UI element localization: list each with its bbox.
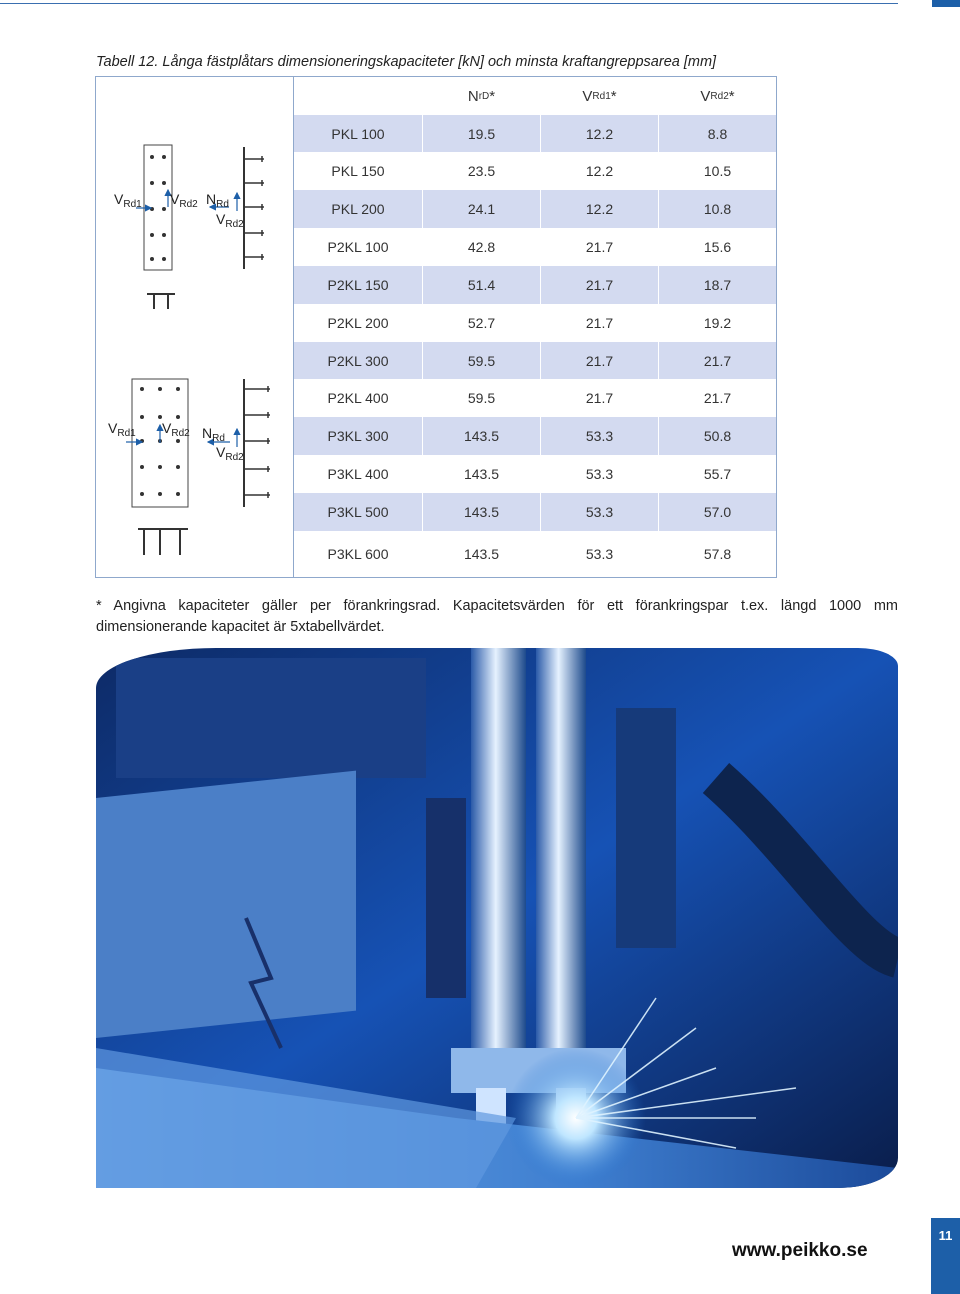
row-vrd1: 21.7: [540, 379, 658, 417]
row-vrd1: 21.7: [540, 304, 658, 342]
row-name: P3KL 300: [327, 428, 389, 444]
row-name: PKL 200: [331, 201, 385, 217]
diagram2-vrd2-label: $V_{Rd2}$: [162, 420, 190, 439]
row-name: P3KL 600: [327, 546, 389, 562]
row-name: PKL 100: [331, 125, 385, 142]
row-name: P2KL 150: [327, 277, 389, 293]
row-vrd2: 8.8: [658, 115, 776, 152]
row-vrd1: 53.3: [540, 417, 658, 455]
table-row: [294, 342, 776, 379]
row-nrd: 23.5: [422, 152, 540, 190]
table-row: [294, 455, 776, 493]
table-row: [294, 190, 776, 228]
row-vrd1: 53.3: [540, 531, 658, 577]
row-vrd1: 12.2: [540, 115, 658, 152]
row-vrd1: 12.2: [540, 190, 658, 228]
row-vrd2: 57.8: [658, 531, 776, 577]
row-vrd1: 53.3: [540, 455, 658, 493]
row-name: P2KL 300: [327, 352, 389, 369]
diagram-two-anchor-plate: [136, 145, 264, 309]
row-nrd: 59.5: [422, 342, 540, 379]
row-name: P2KL 100: [327, 239, 389, 255]
row-vrd2: 19.2: [658, 304, 776, 342]
row-vrd2: 10.8: [658, 190, 776, 228]
top-corner-block: [932, 0, 960, 7]
row-vrd1: 21.7: [540, 266, 658, 304]
row-vrd1: 53.3: [540, 493, 658, 531]
page-number: 11: [931, 1218, 960, 1294]
row-nrd: 52.7: [422, 304, 540, 342]
header-name-cell: [294, 77, 422, 115]
row-vrd2: 50.8: [658, 417, 776, 455]
row-vrd1: 21.7: [540, 228, 658, 266]
row-nrd: 143.5: [422, 531, 540, 577]
diagram-column: [96, 77, 294, 577]
table-row: [294, 152, 776, 190]
row-name: P3KL 400: [327, 466, 389, 482]
diagram1-vrd2-label: $V_{Rd2}$: [170, 191, 198, 210]
row-name: P2KL 200: [327, 315, 389, 331]
row-vrd2: 57.0: [658, 493, 776, 531]
table-row: [294, 115, 776, 152]
row-nrd: 51.4: [422, 266, 540, 304]
row-vrd1: 12.2: [540, 152, 658, 190]
welding-photo-illustration: [96, 648, 898, 1188]
table-row: [294, 228, 776, 266]
website-url[interactable]: www.peikko.se: [732, 1240, 868, 1261]
table-footnote: * Angivna kapaciteter gäller per förankringsrad. Kapacitetsvärden för ett förankringspar t.ex. längd 1000 mm dimensionerande kapacitet är 5xtabellvärdet.: [96, 598, 898, 635]
row-vrd2: 18.7: [658, 266, 776, 304]
table-row: [294, 304, 776, 342]
row-name: P2KL 400: [327, 390, 389, 406]
diagram1-nrd-label: $N_{Rd}$: [206, 191, 229, 210]
table-caption: Tabell 12. Långa fästplåtars dimensioneringskapaciteter [kN] och minsta kraftangreppsarea [mm]: [96, 54, 717, 70]
table-header-row: [294, 77, 776, 115]
row-name: P3KL 500: [327, 504, 389, 520]
row-vrd2: 21.7: [658, 342, 776, 379]
table-row: [294, 493, 776, 531]
diagram2-nrd-label: $N_{Rd}$: [202, 425, 225, 444]
top-rule: [0, 3, 898, 4]
header-nrd: N rD *: [422, 77, 540, 115]
table-row: [294, 379, 776, 417]
row-nrd: 24.1: [422, 190, 540, 228]
header-vrd1: V Rd1 *: [540, 77, 658, 115]
diagram2-vrd2-side-label: $V_{Rd2}$: [216, 444, 244, 463]
row-vrd2: 21.7: [658, 379, 776, 417]
row-vrd1: 21.7: [540, 342, 658, 379]
row-nrd: 143.5: [422, 417, 540, 455]
row-nrd: 143.5: [422, 493, 540, 531]
diagram1-vrd1-label: $V_{Rd1}$: [114, 191, 142, 210]
table-row: [294, 417, 776, 455]
header-vrd2: V Rd2 *: [658, 77, 776, 115]
table-row: [294, 266, 776, 304]
row-vrd2: 55.7: [658, 455, 776, 493]
table-row: [294, 531, 776, 577]
row-nrd: 42.8: [422, 228, 540, 266]
diagram1-vrd2-side-label: $V_{Rd2}$: [216, 211, 244, 230]
row-vrd2: 10.5: [658, 152, 776, 190]
welding-photo: [96, 648, 898, 1188]
diagram2-vrd1-label: $V_{Rd1}$: [108, 420, 136, 439]
anchor-plate-diagrams: [96, 77, 293, 577]
row-nrd: 59.5: [422, 379, 540, 417]
diagram-three-anchor-plate: [126, 379, 270, 555]
row-name: PKL 150: [331, 163, 385, 179]
row-vrd2: 15.6: [658, 228, 776, 266]
row-nrd: 19.5: [422, 115, 540, 152]
row-nrd: 143.5: [422, 455, 540, 493]
